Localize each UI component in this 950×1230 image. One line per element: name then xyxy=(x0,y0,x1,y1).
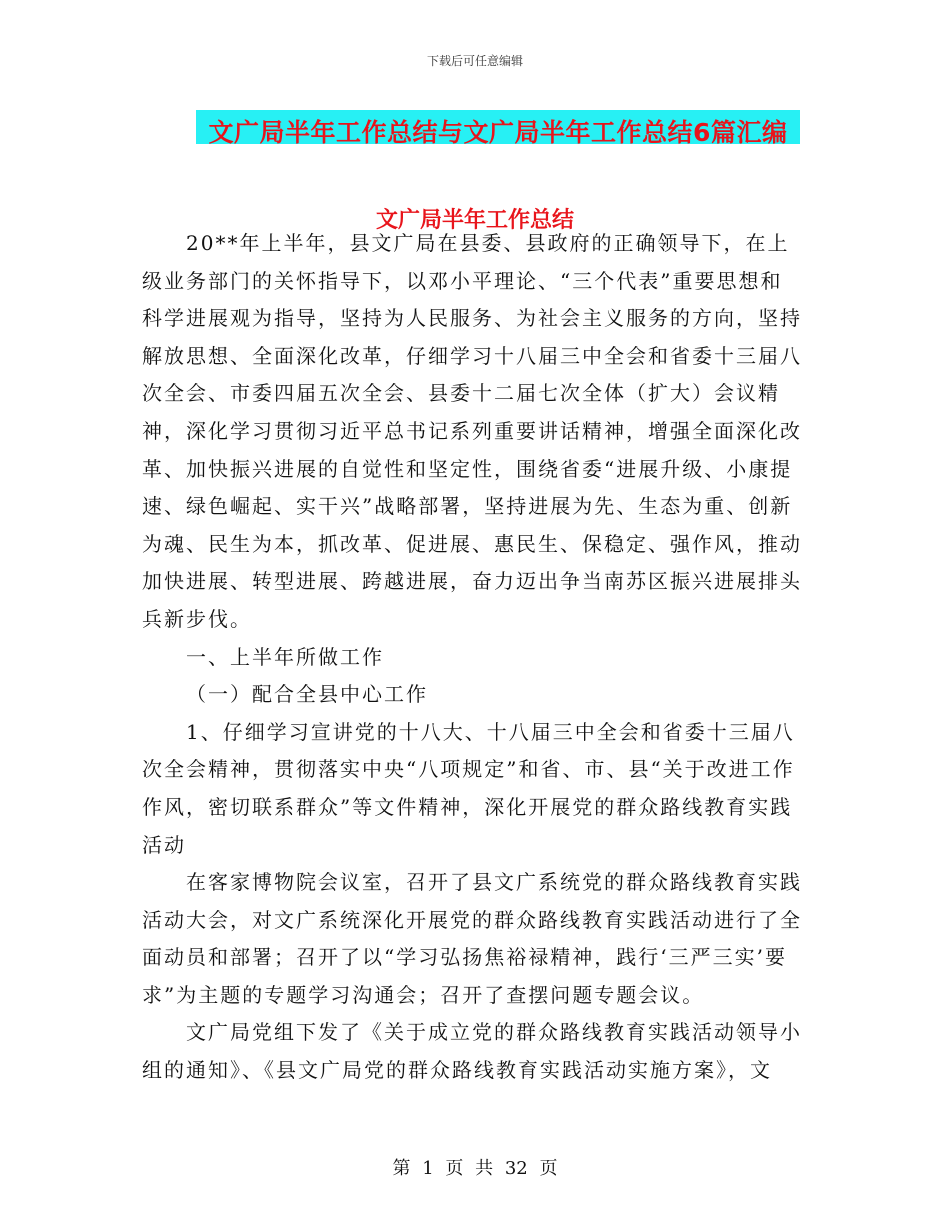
document-title: 文广局半年工作总结与文广局半年工作总结6篇汇编 xyxy=(208,118,788,147)
heading-level-2: （一）配合全县中心工作 xyxy=(186,682,428,707)
body-paragraph: 20**年上半年，县文广局在县委、县政府的正确领导下，在上级业务部门的关怀指导下，以邓小平理论、“三个代表”重要思想和科学进展观为指导，坚持为人民服务、为社会主义服务的方向，坚持解放思想、全面深化改革，仔细学习十八届三中全会和省委十三届八次全会、市委四届五次全会、县委十二届七次全体（扩大）会议精神，深化学习贯彻习近平总书记系列重要讲话精神，增强全面深化改革、加快振兴进展的自觉性和坚定性，围绕省委“进展升级、小康提速、绿色崛起、实干兴”战略部署，坚持进展为先、生态为重、创新为魂、民生为本，抓改革、促进展、惠民生、保稳定、强作风，推动加快进展、转型进展、跨越进展，奋力迈出争当南苏区振兴进展排头兵新步伐。 xyxy=(142,231,802,631)
page-number: 第 1 页 共 32 页 xyxy=(392,1158,558,1179)
section-title: 文广局半年工作总结 xyxy=(375,208,574,233)
body-paragraph: 文广局党组下发了《关于成立党的群众路线教育实践活动领导小组的通知》、《县文广局党的群众路线教育实践活动实施方案》，文 xyxy=(142,1020,802,1083)
document-body xyxy=(142,225,802,1090)
body-paragraph: 1、仔细学习宣讲党的十八大、十八届三中全会和省委十三届八次全会精神，贯彻落实中央“八项规定”和省、市、县“关于改进工作作风，密切联系群众”等文件精神，深化开展党的群众路线教育实践活动 xyxy=(142,719,795,857)
heading-level-1: 一、上半年所做工作 xyxy=(186,644,384,669)
page-header-note: 下载后可任意编辑 xyxy=(426,54,523,68)
body-paragraph: 在客家博物院会议室，召开了县文广系统党的群众路线教育实践活动大会，对文广系统深化开展党的群众路线教育实践活动进行了全面动员和部署；召开了以“学习弘扬焦裕禄精神，践行‘三严三实’要求”为主题的专题学习沟通会；召开了查摆问题专题会议。 xyxy=(142,870,802,1007)
